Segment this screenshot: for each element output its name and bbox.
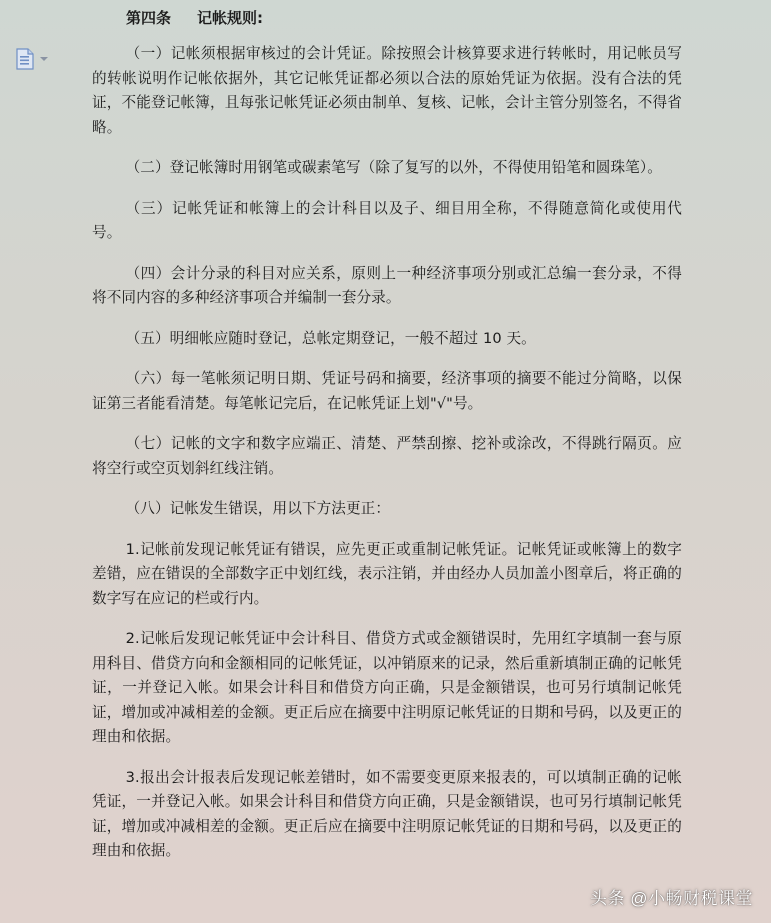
paragraph-rule-5: （五）明细帐应随时登记，总帐定期登记，一般不超过 10 天。: [125, 329, 536, 347]
article-title: 记帐规则:: [197, 9, 264, 27]
paragraph-correction-1: 1.记帐前发现记帐凭证有错误，应先更正或重制记帐凭证。记帐凭证或帐簿上的数字差错，应在错误的全部数字正中划红线，表示注销，并由经办人员加盖小图章后，将正确的数字写在应记的栏或行内。: [92, 540, 682, 607]
paragraph-rule-6: （六）每一笔帐须记明日期、凭证号码和摘要，经济事项的摘要不能过分简略，以保证第三者能看清楚。每笔帐记完后，在记帐凭证上划"√"号。: [92, 370, 682, 412]
paragraph-rule-3: （三）记帐凭证和帐簿上的会计科目以及子、细目用全称，不得随意简化或使用代号。: [92, 199, 682, 241]
paragraph-rule-7: （七）记帐的文字和数字应端正、清楚、严禁刮擦、挖补或涂改，不得跳行隔页。应将空行或空页划斜红线注销。: [92, 435, 682, 477]
chevron-down-icon: [40, 56, 48, 62]
paragraph-rule-2: （二）登记帐簿时用钢笔或碳素笔写（除了复写的以外，不得使用铅笔和圆珠笔）。: [125, 159, 662, 176]
paragraph-correction-3: 3.报出会计报表后发现记帐差错时，如不需要变更原来报表的，可以填制正确的记帐凭证，一并登记入帐。如果会计科目和借贷方向正确，只是金额错误，也可另行填制记帐凭证，增加或冲减相差的金额。更正后应在摘要中注明原记帐凭证的日期和号码，以及更正的理由和依据。: [92, 768, 682, 859]
paragraph-rule-8: （八）记帐发生错误，用以下方法更正：: [125, 500, 391, 517]
source-watermark: 头条 @小畅财税课堂: [590, 888, 753, 908]
document-menu-button[interactable]: [16, 48, 56, 70]
paragraph-rule-1: （一）记帐须根据审核过的会计凭证。除按照会计核算要求进行转帐时，用记帐员写的转帐说明作记帐依据外，其它记帐凭证都必须以合法的原始凭证为依据。没有合法的凭证，不能登记帐簿，且每张记帐凭证必须由制单、复核、记帐，会计主管分别签名，不得省略。: [92, 45, 682, 136]
paragraph-rule-4: （四）会计分录的科目对应关系，原则上一种经济事项分别或汇总编一套分录，不得将不同内容的多种经济事项合并编制一套分录。: [92, 264, 682, 306]
article-number: 第四条: [126, 9, 172, 27]
paragraph-correction-2: 2.记帐后发现记帐凭证中会计科目、借贷方式或金额错误时，先用红字填制一套与原用科目、借贷方向和金额相同的记帐凭证，以冲销原来的记录，然后重新填制正确的记帐凭证，一并登记入帐。如果会计科目和借贷方向正确，只是金额错误，也可另行填制记帐凭证，增加或冲减相差的金额。更正后应在摘要中注明原记帐凭证的日期和号码，以及更正的理由和依据。: [92, 630, 682, 745]
document-body: [92, 6, 682, 880]
document-icon: [16, 48, 34, 70]
article-heading: [126, 6, 682, 30]
